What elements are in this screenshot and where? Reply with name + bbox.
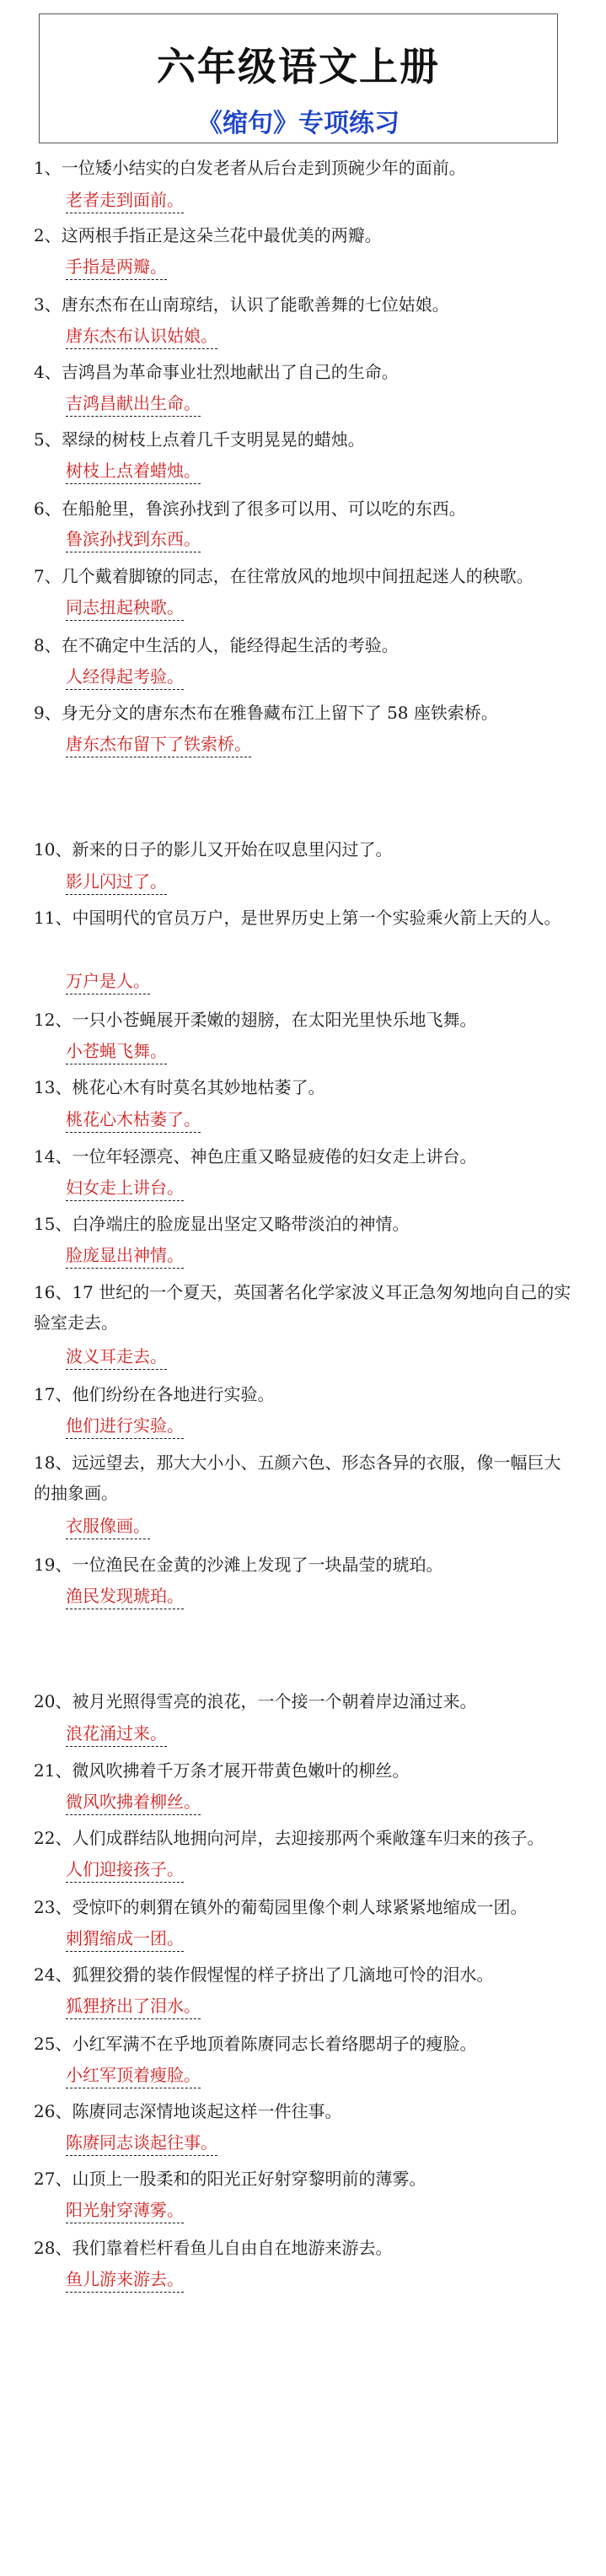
answer-2: 手指是两瓣。 <box>66 256 167 280</box>
answer-25: 小红军顶着瘦脸。 <box>66 2065 201 2088</box>
question-18: 18、远远望去，那大大小小、五颜六色、形态各异的衣服，像一幅巨大的抽象画。 <box>34 1452 561 1503</box>
question-3: 3、唐东杰布在山南琼结，认识了能歌善舞的七位姑娘。 <box>34 294 449 315</box>
question-20: 20、被月光照得雪亮的浪花，一个接一个朝着岸边涌过来。 <box>34 1691 477 1711</box>
answer-20: 浪花涌过来。 <box>66 1723 167 1747</box>
answer-5: 树枝上点着蜡烛。 <box>66 461 201 484</box>
question-15: 15、白净端庄的脸庞显出坚定又略带淡泊的神情。 <box>34 1214 410 1234</box>
answer-12: 小苍蝇飞舞。 <box>66 1041 167 1064</box>
answer-27: 阳光射穿薄雾。 <box>66 2200 184 2223</box>
question-24: 24、狐狸狡猾的装作假惺惺的样子挤出了几滴地可怜的泪水。 <box>34 1964 494 1985</box>
question-17: 17、他们纷纷在各地进行实验。 <box>34 1384 275 1404</box>
answer-14: 妇女走上讲台。 <box>66 1178 184 1201</box>
answer-16: 波义耳走去。 <box>66 1346 167 1370</box>
question-22: 22、人们成群结队地拥向河岸，去迎接那两个乘敞篷车归来的孩子。 <box>34 1828 544 1848</box>
answer-13: 桃花心木枯萎了。 <box>66 1109 201 1133</box>
question-1: 1、一位矮小结实的白发老者从后台走到顶碗少年的面前。 <box>34 158 466 178</box>
answer-26: 陈赓同志谈起往事。 <box>66 2132 217 2156</box>
question-5: 5、翠绿的树枝上点着几千支明晃晃的蜡烛。 <box>34 429 365 450</box>
answer-11: 万户是人。 <box>66 971 150 994</box>
answer-1: 老者走到面前。 <box>66 190 184 213</box>
question-8: 8、在不确定中生活的人，能经得起生活的考验。 <box>34 635 399 655</box>
question-10: 10、新来的日子的影儿又开始在叹息里闪过了。 <box>34 839 393 860</box>
question-23: 23、受惊吓的刺猬在镇外的葡萄园里像个刺人球紧紧地缩成一团。 <box>34 1897 528 1917</box>
question-21: 21、微风吹拂着千万条才展开带黄色嫩叶的柳丝。 <box>34 1760 410 1781</box>
page-title: 六年级语文上册 <box>157 44 440 89</box>
question-19: 19、一位渔民在金黄的沙滩上发现了一块晶莹的琥珀。 <box>34 1555 443 1575</box>
question-9: 9、身无分文的唐东杰布在雅鲁藏布江上留下了 58 座铁索桥。 <box>34 703 498 723</box>
answer-22: 人们迎接孩子。 <box>66 1859 184 1883</box>
question-27: 27、山顶上一股柔和的阳光正好射穿黎明前的薄雾。 <box>34 2169 426 2189</box>
question-28: 28、我们靠着栏杆看鱼儿自由自在地游来游去。 <box>34 2238 393 2258</box>
question-6: 6、在船舱里，鲁滨孙找到了很多可以用、可以吃的东西。 <box>34 498 466 519</box>
answer-6: 鲁滨孙找到东西。 <box>66 529 201 552</box>
answer-9: 唐东杰布留下了铁索桥。 <box>66 734 251 757</box>
question-13: 13、桃花心木有时莫名其妙地枯萎了。 <box>34 1077 325 1097</box>
question-11: 11、中国明代的官员万户，是世界历史上第一个实验乘火箭上天的人。 <box>34 908 561 928</box>
title-box <box>39 13 558 143</box>
question-26: 26、陈赓同志深情地谈起这样一件往事。 <box>34 2101 342 2121</box>
answer-23: 刺猬缩成一团。 <box>66 1928 184 1952</box>
answer-7: 同志扭起秧歌。 <box>66 597 184 621</box>
answer-10: 影儿闪过了。 <box>66 871 167 895</box>
question-16: 16、17 世纪的一个夏天，英国著名化学家波义耳正急匆匆地向自己的实验室走去。 <box>34 1282 571 1333</box>
answer-17: 他们进行实验。 <box>66 1415 184 1439</box>
question-2: 2、这两根手指正是这朵兰花中最优美的两瓣。 <box>34 225 382 245</box>
question-25: 25、小红军满不在乎地顶着陈赓同志长着络腮胡子的瘦脸。 <box>34 2034 477 2054</box>
page-subtitle: 《缩句》专项练习 <box>197 109 400 138</box>
answer-24: 狐狸挤出了泪水。 <box>66 1996 201 2019</box>
answer-18: 衣服像画。 <box>66 1516 150 1539</box>
answer-3: 唐东杰布认识姑娘。 <box>66 326 217 349</box>
answer-15: 脸庞显出神情。 <box>66 1245 184 1269</box>
answer-28: 鱼儿游来游去。 <box>66 2269 184 2293</box>
question-4: 4、吉鸿昌为革命事业壮烈地献出了自己的生命。 <box>34 362 399 382</box>
answer-21: 微风吹拂着柳丝。 <box>66 1792 201 1815</box>
answer-4: 吉鸿昌献出生命。 <box>66 393 201 417</box>
question-12: 12、一只小苍蝇展开柔嫩的翅膀，在太阳光里快乐地飞舞。 <box>34 1010 477 1030</box>
question-14: 14、一位年轻漂亮、神色庄重又略显疲倦的妇女走上讲台。 <box>34 1146 477 1167</box>
answer-8: 人经得起考验。 <box>66 666 184 690</box>
question-7: 7、几个戴着脚镣的同志，在往常放风的地坝中间扭起迷人的秧歌。 <box>34 566 534 586</box>
answer-19: 渔民发现琥珀。 <box>66 1586 184 1609</box>
